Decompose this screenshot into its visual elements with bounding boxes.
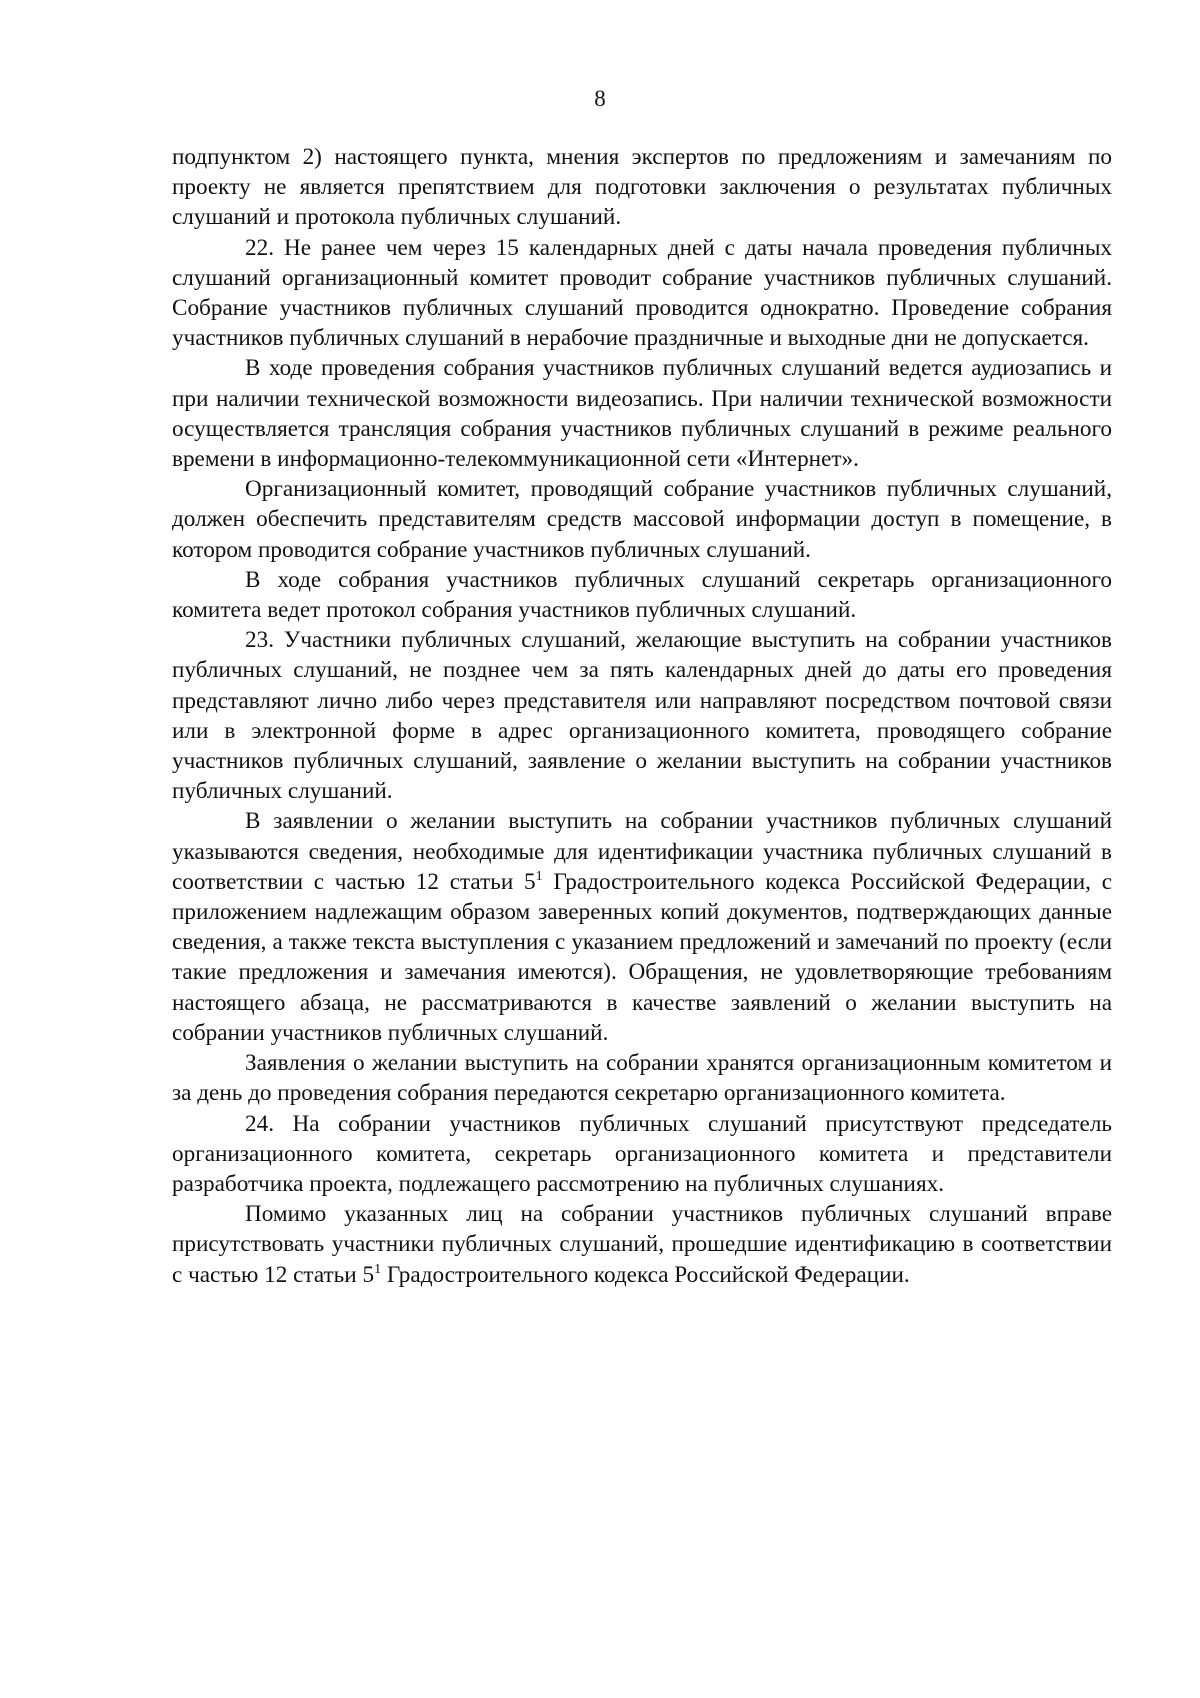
article-superscript: 1 [374,1261,382,1277]
paragraph-application-storage: Заявления о желании выступить на собрании хранятся организационным комитетом и за день до проведения собрания передаются секретарю организационного комитета. [172,1050,1112,1107]
paragraph-media-access: Организационный комитет, проводящий собрание участников публичных слушаний, должен обеспечить представителям средств массовой информации доступ в помещение, в котором проводится собрание участников публичных слушаний. [172,476,1112,563]
paragraph-other-participants [172,1199,1112,1290]
page-number: 8 [594,86,606,111]
paragraph-other-participants-text-before: Помимо указанных лиц на собрании участников публичных слушаний вправе присутствовать участники публичных слушаний, прошедшие идентификацию в соответствии с частью 12 статьи 5 [172,1201,1112,1288]
document-body [172,142,1112,1290]
paragraph-application-content-text-before: В заявлении о желании выступить на собрании участников публичных слушаний указываются сведения, необходимые для идентификации участника публичных слушаний в соответствии с частью 12 статьи 5 [172,808,1112,895]
paragraph-item-24: 24. На собрании участников публичных слушаний присутствуют председатель организационного комитета, секретарь организационного комитета и представители разработчика проекта, подлежащего рассмотрению на публичных слушаниях. [172,1110,1112,1197]
paragraph-item-22: 22. Не ранее чем через 15 календарных дней с даты начала проведения публичных слушаний организационный комитет проводит собрание участников публичных слушаний. Собрание участников публичных слушаний проводится однократно. Проведение собрания участников публичных слушаний в нерабочие праздничные и выходные дни не допускается. [172,234,1112,352]
paragraph-protocol: В ходе собрания участников публичных слушаний секретарь организационного комитета ведет протокол собрания участников публичных слушаний. [172,566,1112,624]
paragraph-item-23: 23. Участники публичных слушаний, желающие выступить на собрании участников публичных слушаний, не позднее чем за пять календарных дней до даты его проведения представляют лично либо через представителя или направляют посредством почтовой связи или в электронной форме в адрес организационного комитета, проводящего собрание участников публичных слушаний, заявление о желании выступить на собрании участников публичных слушаний. [172,627,1112,805]
paragraph-application-content-text-after: Градостроительного кодекса Российской Федерации, с приложением надлежащим образом заверенных копий документов, подтверждающих данные сведения, а также текста выступления с указанием предложений и замечаний по проекту (если такие предложения и замечания имеются). Обращения, не удовлетворяющие требованиям настоящего абзаца, не рассматриваются в качестве заявлений о желании выступить на собрании участников публичных слушаний. [172,868,1112,1046]
article-superscript: 1 [535,868,543,884]
paragraph-continuation: подпунктом 2) настоящего пункта, мнения экспертов по предложениям и замечаниям по проекту не является препятствием для подготовки заключения о результатах публичных слушаний и протокола публичных слушаний. [172,144,1112,231]
paragraph-application-content [172,806,1112,1048]
paragraph-other-participants-text-after: Градостроительного кодекса Российской Федерации. [381,1261,910,1288]
paragraph-recording: В ходе проведения собрания участников публичных слушаний ведется аудиозапись и при наличии технической возможности видеозапись. При наличии технической возможности осуществляется трансляция собрания участников публичных слушаний в режиме реального времени в информационно-телекоммуникационной сети «Интернет». [172,355,1112,473]
